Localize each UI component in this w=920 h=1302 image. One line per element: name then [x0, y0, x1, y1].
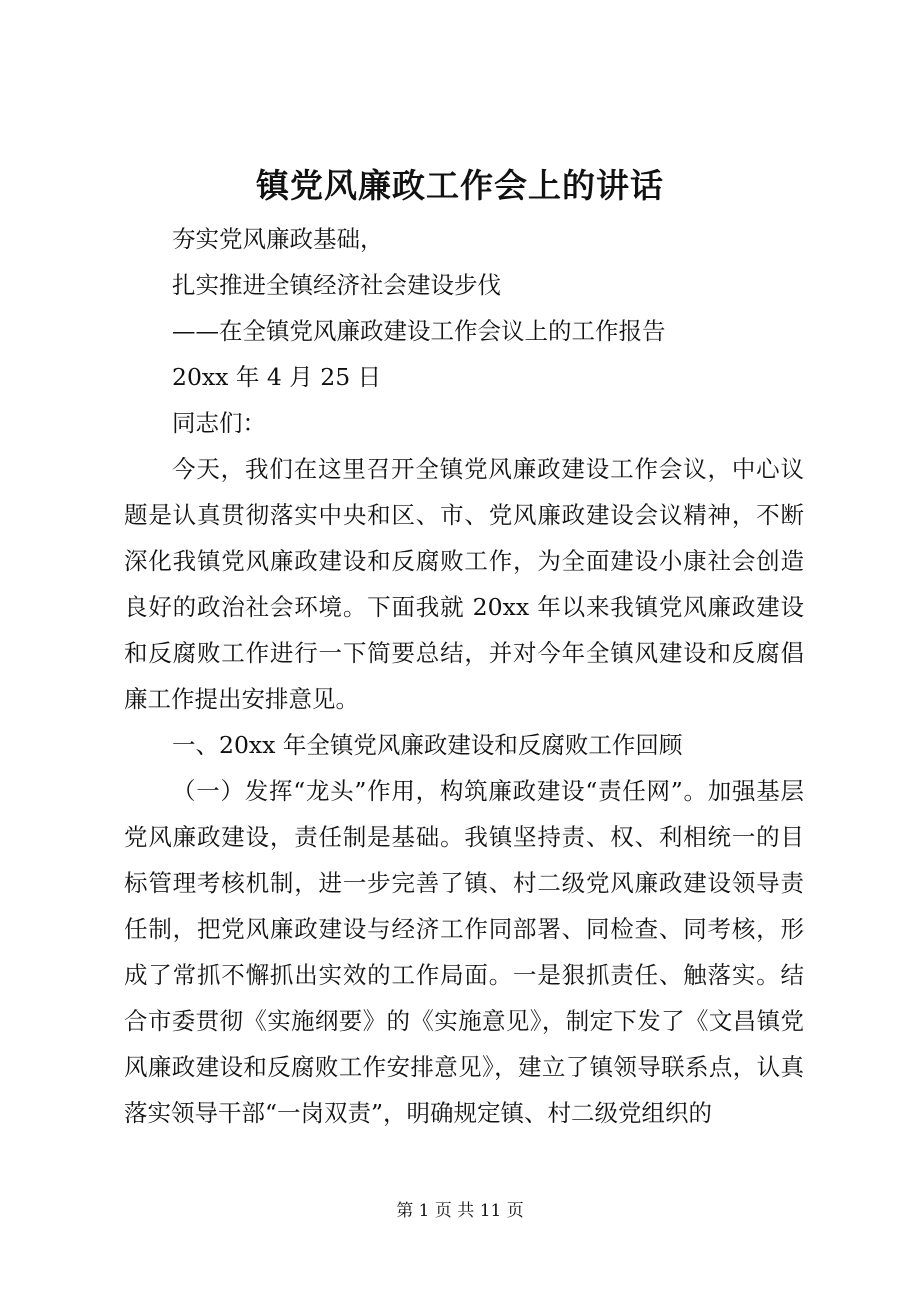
- subtitle-line: 扎实推进全镇经济社会建设步伐: [172, 271, 501, 299]
- page-footer: 第 1 页 共 11 页: [396, 1201, 524, 1221]
- subtitle-line: 夯实党风廉政基础，: [172, 225, 384, 253]
- document-body: [124, 216, 804, 1136]
- document-title: 镇党风廉政工作会上的讲话: [256, 166, 664, 205]
- paragraph-section-1: （一）发挥“龙头”作用，构筑廉政建设“责任网”。加强基层党风廉政建设，责任制是基础。我镇坚持责、权、利相统一的目标管理考核机制，进一步完善了镇、村二级党风廉政建设领导责任制，把党风廉政建设与经济工作同部署、同检查、同考核，形成了常抓不懈抓出实效的工作局面。一是狠抓责任、触落实。结合市委贯彻《实施纲要》的《实施意见》，制定下发了《文昌镇党风廉政建设和反腐败工作安排意见》，建立了镇领导联系点，认真落实领导干部“一岗双责”，明确规定镇、村二级党组织的: [124, 777, 804, 1127]
- subtitle-line: ——在全镇党风廉政建设工作会议上的工作报告: [172, 317, 666, 345]
- paragraph-intro: 今天，我们在这里召开全镇党风廉政建设工作会议，中心议题是认真贯彻落实中央和区、市、党风廉政建设会议精神，不断深化我镇党风廉政建设和反腐败工作，为全面建设小康社会创造良好的政治社会环境。下面我就 20xx 年以来我镇党风廉政建设和反腐败工作进行一下简要总结，并对今年全镇风建设和反腐倡廉工作提出安排意见。: [124, 455, 804, 713]
- section-heading: 一、20xx 年全镇党风廉政建设和反腐败工作回顾: [172, 731, 683, 759]
- date-line: 20xx 年 4 月 25 日: [172, 363, 382, 391]
- salutation: 同志们：: [172, 409, 266, 437]
